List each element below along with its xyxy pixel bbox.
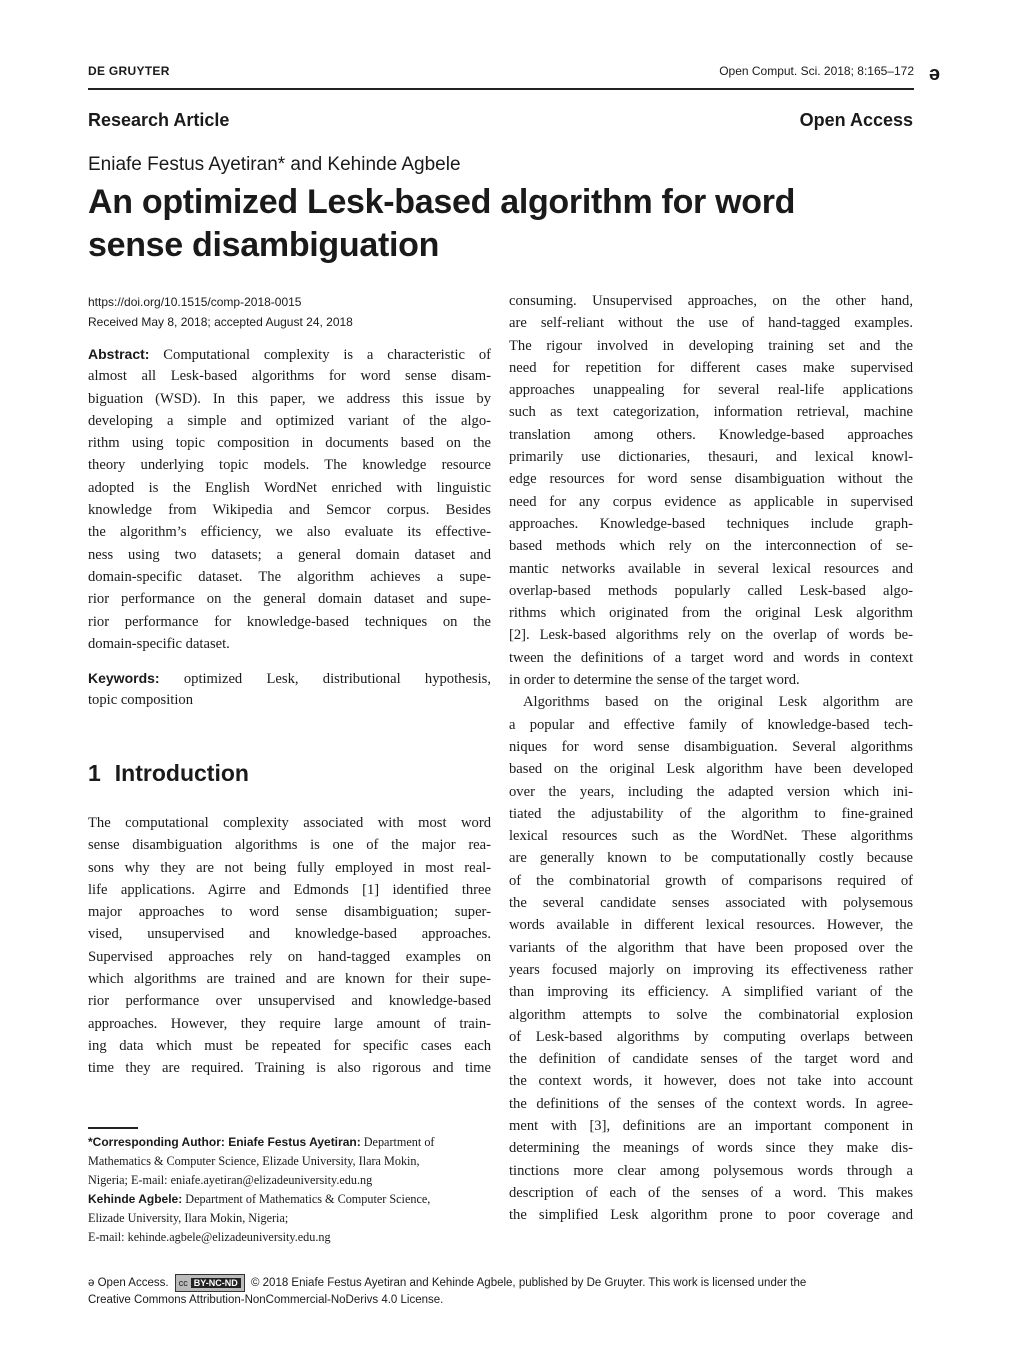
text-line: ness using two datasets; a general domain dataset and xyxy=(88,546,491,563)
title-line: sense disambiguation xyxy=(88,226,440,264)
text-line: The computational complexity associated with most word xyxy=(88,815,491,831)
text-line: tinctions more clear among polysemous words through a xyxy=(509,1162,913,1179)
text-line: almost all Lesk-based algorithms for word sense disam- xyxy=(88,368,491,385)
text-line: overlap-based methods popularly called Lesk-based algo- xyxy=(509,582,913,599)
header-rule xyxy=(88,88,914,90)
text-line: Supervised approaches rely on hand-tagged examples on xyxy=(88,948,491,965)
text-line: are self-reliant without the use of hand-tagged examples. xyxy=(509,315,913,332)
text-line: tween the definitions of a target word and words in context xyxy=(509,649,913,666)
paper-title xyxy=(88,181,795,267)
line-text: Computational complexity is a characteristic of xyxy=(149,347,491,363)
text-line: theory underlying topic models. The knowledge resource xyxy=(88,457,491,474)
text-line: time they are required. Training is also rigorous and time xyxy=(88,1060,491,1077)
text-line: the several candidate senses associated with polysemous xyxy=(509,895,913,912)
text-line: The rigour involved in developing training set and the xyxy=(509,337,913,354)
license-line: Creative Commons Attribution-NonCommercial-NoDerivs 4.0 License. xyxy=(88,1294,444,1306)
text-line xyxy=(88,343,491,365)
text-line: need for repetition for different cases make supervised xyxy=(509,359,913,376)
text-line: than improving its efficiency. A simplified variant of the xyxy=(509,984,913,1001)
article-type: Research Article xyxy=(88,110,230,130)
text-line: the definitions of the senses of the context words. In agree- xyxy=(509,1095,913,1112)
text-line: major approaches to word sense disambiguation; super- xyxy=(88,904,491,921)
text-line: years focused majorly on improving its effectiveness rather xyxy=(509,961,913,978)
text-line: variants of the algorithm that have been proposed over the xyxy=(509,939,913,956)
text-line: edge resources for word sense disambiguation without the xyxy=(509,471,913,488)
text-line xyxy=(88,1190,491,1209)
text-line: domain-specific dataset. xyxy=(88,635,230,652)
text-line: sons why they are not being fully employed in most real- xyxy=(88,859,491,876)
text-line: knowledge from Wikipedia and Semcor corpus. Besides xyxy=(88,502,491,519)
section-title: Introduction xyxy=(114,760,249,786)
open-access-icon: ə xyxy=(88,1277,95,1290)
line-text: optimized Lesk, distributional hypothesis, xyxy=(159,671,491,687)
keywords xyxy=(88,667,491,712)
section-heading xyxy=(88,760,263,787)
text-line: consuming. Unsupervised approaches, on the other hand, xyxy=(509,293,913,309)
text-line: translation among others. Knowledge-based approaches xyxy=(509,426,913,443)
text-line: vised, unsupervised and knowledge-based approaches. xyxy=(88,926,491,943)
text-line: based on the original Lesk algorithm have been developed xyxy=(509,761,913,778)
section-number: 1 xyxy=(88,760,101,786)
text-line: Algorithms based on the original Lesk algorithm are xyxy=(523,694,913,711)
line-text: Department of xyxy=(360,1135,435,1149)
bold-label: Kehinde Agbele: xyxy=(88,1192,183,1206)
text-line: biguation (WSD). In this paper, we address this issue by xyxy=(88,390,491,407)
text-line: E-mail: kehinde.agbele@elizadeuniversity.edu.ng xyxy=(88,1230,331,1244)
text-line: topic composition xyxy=(88,692,193,709)
text-line: are generally known to be computationally costly because xyxy=(509,850,913,867)
text-line: ing data which must be repeated for specific cases each xyxy=(88,1037,491,1054)
text-line: ment with [3], definitions are an important component in xyxy=(509,1117,913,1134)
text-line: which algorithms are trained and are known for their supe- xyxy=(88,971,491,988)
text-line: adopted is the English WordNet enriched with linguistic xyxy=(88,479,491,496)
text-line: the definition of candidate senses of the target word and xyxy=(509,1051,913,1068)
text-line: in order to determine the sense of the target word. xyxy=(509,672,800,689)
text-line: the context words, it however, does not take into account xyxy=(509,1073,913,1090)
introduction-text xyxy=(88,812,491,1080)
text-line: rior performance over unsupervised and knowledge-based xyxy=(88,993,491,1010)
footnote xyxy=(88,1133,491,1247)
text-line: based methods which rely on the interconnection of se- xyxy=(509,538,913,555)
text-line: such as text categorization, information retrieval, machine xyxy=(509,404,913,421)
publisher-name: DE GRUYTER xyxy=(88,64,170,78)
line-text: Department of Mathematics & Computer Science, xyxy=(182,1192,431,1206)
text-line: sense disambiguation algorithms is one of the major rea- xyxy=(88,837,491,854)
text-line: words available in different lexical resources. However, the xyxy=(509,917,913,934)
text-line: Mathematics & Computer Science, Elizade University, Ilara Mokin, xyxy=(88,1154,420,1168)
text-line: rior performance on the general domain dataset and supe- xyxy=(88,591,491,608)
authors: Eniafe Festus Ayetiran* and Kehinde Agbele xyxy=(88,154,461,175)
text-line: the algorithm’s efficiency, we also evaluate its effective- xyxy=(88,524,491,541)
text-line: [2]. Lesk-based algorithms rely on the overlap of words be- xyxy=(509,627,913,644)
text-line: domain-specific dataset. The algorithm achieves a supe- xyxy=(88,568,491,585)
text-line: determining the meanings of words since they make dis- xyxy=(509,1140,913,1157)
bold-label: Abstract: xyxy=(88,346,150,362)
text-line: Nigeria; E-mail: eniafe.ayetiran@elizadeuniversity.edu.ng xyxy=(88,1173,373,1187)
text-line: over the years, including the adapted version which ini- xyxy=(509,783,913,800)
open-access-text: Open Access. xyxy=(97,1277,169,1290)
text-line: Elizade University, Ilara Mokin, Nigeria; xyxy=(88,1211,289,1225)
text-line: lexical resources such as the WordNet. These algorithms xyxy=(509,828,913,845)
license-notice xyxy=(88,1274,806,1308)
paragraph xyxy=(509,691,913,1226)
text-line: need for any corpus evidence as applicable in supervised xyxy=(509,493,913,510)
received-dates: Received May 8, 2018; accepted August 24, 2018 xyxy=(88,315,353,329)
text-line: approaches. Knowledge-based techniques include graph- xyxy=(509,515,913,532)
license-line: © 2018 Eniafe Festus Ayetiran and Kehinde Agbele, published by De Gruyter. This work is licensed under the xyxy=(250,1277,807,1290)
text-line: primarily use dictionaries, thesauri, and lexical knowl- xyxy=(509,449,913,466)
open-access-icon: ə xyxy=(928,63,940,85)
text-line: of Lesk-based algorithms by computing overlaps between xyxy=(509,1028,913,1045)
title-line: An optimized Lesk-based algorithm for word xyxy=(88,183,796,221)
text-line: of the combinatorial growth of comparisons required of xyxy=(509,872,913,889)
right-column-text xyxy=(509,290,913,1226)
text-line: rithm using topic composition in documents based on the xyxy=(88,435,491,452)
footnote-rule xyxy=(88,1127,138,1129)
text-line: rithms which originated from the original Lesk algorithm xyxy=(509,605,913,622)
text-line: developing a simple and optimized variant of the algo- xyxy=(88,412,491,429)
abstract xyxy=(88,343,491,655)
paragraph xyxy=(509,290,913,691)
text-line: a popular and effective family of knowledge-based tech- xyxy=(509,716,913,733)
text-line: approaches. However, they require large amount of train- xyxy=(88,1015,491,1032)
text-line: mantic networks available in several lexical resources and xyxy=(509,560,913,577)
text-line: approaches unappealing for several real-life applications xyxy=(509,382,913,399)
open-access-label: Open Access xyxy=(799,110,913,130)
bold-label: Keywords: xyxy=(88,670,160,686)
text-line: niques for word sense disambiguation. Several algorithms xyxy=(509,738,913,755)
text-line: description of each of the senses of a word. This makes xyxy=(509,1184,913,1201)
journal-citation: Open Comput. Sci. 2018; 8:165–172 xyxy=(719,64,914,78)
text-line xyxy=(88,1133,491,1152)
text-line xyxy=(88,667,491,689)
text-line: life applications. Agirre and Edmonds [1] identified three xyxy=(88,881,491,898)
text-line: algorithm attempts to solve the combinatorial explosion xyxy=(509,1006,913,1023)
bold-label: *Corresponding Author: Eniafe Festus Ayetiran: xyxy=(88,1135,361,1149)
text-line: the simplified Lesk algorithm prone to poor coverage and xyxy=(509,1207,913,1224)
text-line: rior performance for knowledge-based techniques on the xyxy=(88,613,491,630)
doi-link[interactable]: https://doi.org/10.1515/comp-2018-0015 xyxy=(88,295,302,309)
cc-license-badge[interactable]: cc BY-NC-ND xyxy=(175,1274,245,1292)
text-line: tiated the adjustability of the algorithm to fine-grained xyxy=(509,805,913,822)
